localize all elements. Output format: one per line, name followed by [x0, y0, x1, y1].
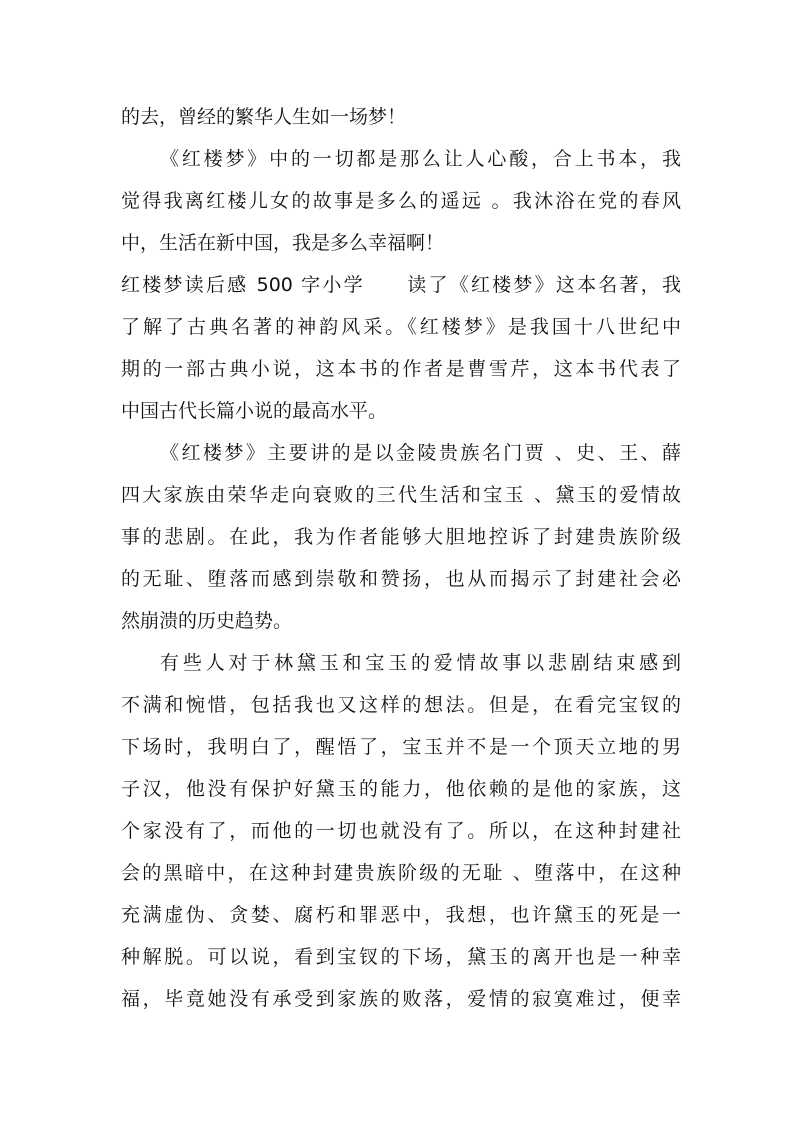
text-line: 种解脱。可以说，看到宝钗的下场，黛玉的离开也是一种幸	[121, 946, 681, 968]
text-line: 下场时，我明白了，醒悟了，宝玉并不是一个顶天立地的男	[121, 736, 681, 758]
text-line: 然崩溃的历史趋势。	[121, 610, 293, 632]
text-line: 觉得我离红楼儿女的故事是多么的遥远 。我沐浴在党的春风	[121, 190, 681, 212]
text-line: 充满虚伪、贪婪、腐朽和罪恶中，我想，也许黛玉的死是一	[121, 904, 681, 926]
text-line: 事的悲剧。在此，我为作者能够大胆地控诉了封建贵族阶级	[121, 526, 681, 548]
text-line: 期的一部古典小说，这本书的作者是曹雪芹，这本书代表了	[121, 358, 681, 380]
text-line: 子汉，他没有保护好黛玉的能力，他依赖的是他的家族，这	[121, 778, 681, 800]
text-line: 中国古代长篇小说的最高水平。	[121, 400, 388, 422]
text-line: 中，生活在新中国，我是多么幸福啊！	[121, 232, 445, 254]
text-line: 四大家族由荣华走向衰败的三代生活和宝玉 、黛玉的爱情故	[121, 484, 681, 506]
text-line: 的无耻、堕落而感到崇敬和赞扬，也从而揭示了封建社会必	[121, 568, 681, 590]
text-line: 了解了古典名著的神韵风采。《红楼梦》是我国十八世纪中	[121, 316, 681, 338]
text-line: 的去，曾经的繁华人生如一场梦！	[121, 106, 407, 128]
text-line: 《红楼梦》中的一切都是那么让人心酸，合上书本，我	[160, 148, 681, 170]
text-line: 红楼梦读后感 500 字小学 读了《红楼梦》这本名著，我	[121, 274, 681, 296]
text-line: 《红楼梦》主要讲的是以金陵贵族名门贾 、史、王、薛	[160, 442, 681, 464]
text-line: 个家没有了，而他的一切也就没有了。所以，在这种封建社	[121, 820, 681, 842]
text-line: 会的黑暗中，在这种封建贵族阶级的无耻 、堕落中，在这种	[121, 862, 681, 884]
text-line: 不满和惋惜，包括我也又这样的想法。但是，在看完宝钗的	[121, 694, 681, 716]
text-line: 有些人对于林黛玉和宝玉的爱情故事以悲剧结束感到	[160, 652, 681, 674]
text-line: 福，毕竟她没有承受到家族的败落，爱情的寂寞难过，便幸	[121, 988, 681, 1010]
